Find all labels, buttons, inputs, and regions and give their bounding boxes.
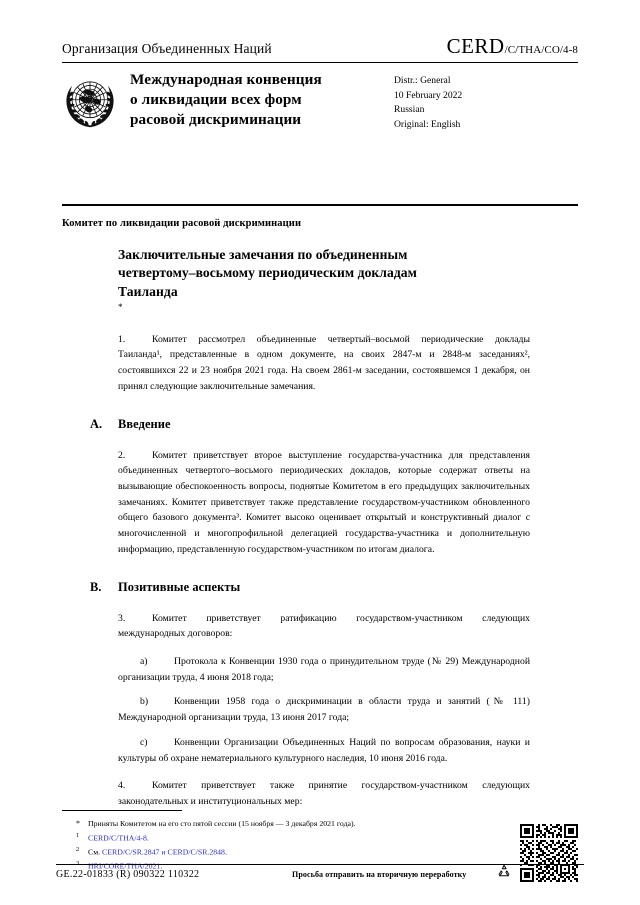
paragraph-3-item-c-letter: c)	[140, 736, 148, 748]
paragraph-3-item-b	[118, 694, 530, 725]
footnote-3-text-after: .	[160, 861, 163, 871]
footnote-1	[76, 831, 546, 845]
document-language: Russian	[394, 104, 425, 116]
paragraph-1-number: 1.	[118, 333, 126, 345]
footnote-star	[76, 818, 546, 831]
document-symbol-main: CERD	[446, 34, 505, 58]
qr-code[interactable]	[520, 824, 578, 882]
convention-title-line-2: о ликвидации всех форм	[130, 91, 302, 109]
footnote-1-link[interactable]: CERD/C/THA/4-8	[88, 833, 147, 843]
document-symbol-sub: /C/THA/CO/4-8	[504, 44, 578, 56]
section-b-title: Позитивные аспекты	[118, 579, 241, 594]
paragraph-3-item-b-letter: b)	[140, 696, 149, 708]
committee-name: Комитет по ликвидации расовой дискриминации	[62, 218, 302, 229]
footnote-2-link[interactable]: CERD/C/SR.2847 и CERD/C/SR.2848	[102, 847, 225, 857]
convention-title-line-1: Международная конвенция	[130, 71, 322, 88]
distribution-block	[394, 70, 578, 132]
footnote-divider	[62, 810, 182, 811]
footnote-star-text: Приняты Комитетом на его сто пятой сессии (15 ноября — 3 декабря 2021 года).	[88, 819, 356, 828]
paragraph-2	[118, 448, 530, 558]
convention-title	[130, 70, 380, 130]
ge-number: GE.22-01833 (R) 090322 110322	[56, 869, 200, 880]
page-title-line-2: четвертому–восьмому периодическим докладам	[118, 265, 417, 281]
footnote-3-marker: 3	[76, 860, 80, 868]
recycle-notice: Просьба отправить на вторичную переработку	[292, 870, 467, 879]
footnotes	[76, 818, 546, 874]
paragraph-1	[118, 332, 530, 395]
paragraph-1-text: Комитет рассмотрел объединенные четвертый–восьмой периодические доклады Таиланда¹, представленные в одном документе, на своих 2847-м и 2848-м заседаниях², состоявшихся 22 и 23 ноября 2021 года. На своем 2861-м заседании, состоявшемся 1 декабря, он принял следующие заключительные замечания.	[118, 333, 530, 392]
paragraph-3-text: Комитет приветствует ратификацию государством-участником следующих международных договоров:	[118, 612, 530, 640]
section-heading-a	[90, 417, 550, 432]
original-language: Original: English	[394, 118, 461, 130]
section-a-title: Введение	[118, 416, 171, 431]
paragraph-3-item-b-text: Конвенции 1958 года о дискриминации в области труда и занятий (№ 111) Международной организации труда, 13 июня 2017 года;	[118, 696, 530, 724]
section-heading-b	[90, 580, 550, 595]
footnote-2-text: См.	[88, 847, 103, 857]
paragraph-2-number: 2.	[118, 449, 126, 461]
header-divider-bottom-right	[430, 204, 578, 205]
paragraph-3-item-a	[118, 654, 530, 685]
un-emblem-icon	[62, 74, 118, 130]
page-title-line-3	[118, 283, 518, 314]
distribution-type: Distr.: General	[394, 75, 451, 86]
header-divider-top	[62, 62, 578, 63]
page-title-line-1: Заключительные замечания по объединенным	[118, 247, 408, 262]
title-footnote-marker: *	[118, 302, 123, 313]
footnote-star-marker: *	[76, 819, 80, 828]
paragraph-4	[118, 778, 530, 809]
section-a-letter: A.	[90, 416, 103, 431]
paragraph-3-item-a-letter: a)	[140, 656, 148, 668]
document-date: 10 February 2022	[394, 89, 463, 101]
paragraph-4-number: 4.	[118, 780, 126, 792]
paragraph-3	[118, 611, 530, 642]
paragraph-3-item-c-text: Конвенции Организации Объединенных Наций по вопросам образования, науки и культуры об охране нематериального культурного наследия, 10 июня 2016 года.	[118, 736, 530, 764]
section-b-letter: B.	[90, 579, 102, 594]
footnote-1-marker: 1	[76, 831, 80, 839]
footnote-1-text-after: .	[146, 833, 149, 843]
page-title-line-3-text: Таиланда	[118, 283, 178, 299]
paragraph-3-item-a-text: Протокола к Конвенции 1930 года о принудительном труде (№ 29) Международной организации труда, 4 июня 2018 года;	[118, 656, 530, 683]
paragraph-4-text: Комитет приветствует также принятие государством-участником следующих законодательных и институциональных мер:	[118, 780, 530, 808]
organization-name: Организация Объединенных Наций	[62, 41, 272, 57]
convention-title-line-3: расовой дискриминации	[130, 111, 302, 129]
paragraph-2-text: Комитет приветствует второе выступление государства-участника для представления объединенных четвертого–восьмого периодических докладов, которые содержат ответы на вызывающие обеспокоенность вопросы, поднятые Комитетом в его предыдущих заключительных замечаниях. Комитет приветствует также представление государством-участником обновленного общего базового документа³. Комитет высоко оценивает открытый и конструктивный диалог с многочисленной и многопрофильной делегацией государства-участника и дополнительную информацию, представленную государством-участником по итогам диалога.	[118, 449, 530, 555]
masthead	[62, 36, 578, 57]
main-content	[62, 246, 578, 810]
footnote-3-link[interactable]: HRI/CORE/THA/2021	[88, 861, 161, 871]
recycle-icon	[496, 863, 512, 879]
paragraph-3-number: 3.	[118, 612, 126, 624]
paragraph-3-item-c	[118, 735, 530, 766]
footnote-2-marker: 2	[76, 846, 80, 854]
footnote-2-text-after: .	[224, 847, 227, 857]
page-title	[118, 246, 518, 314]
title-block	[62, 70, 578, 132]
document-symbol	[447, 36, 578, 57]
footnote-2	[76, 845, 546, 859]
